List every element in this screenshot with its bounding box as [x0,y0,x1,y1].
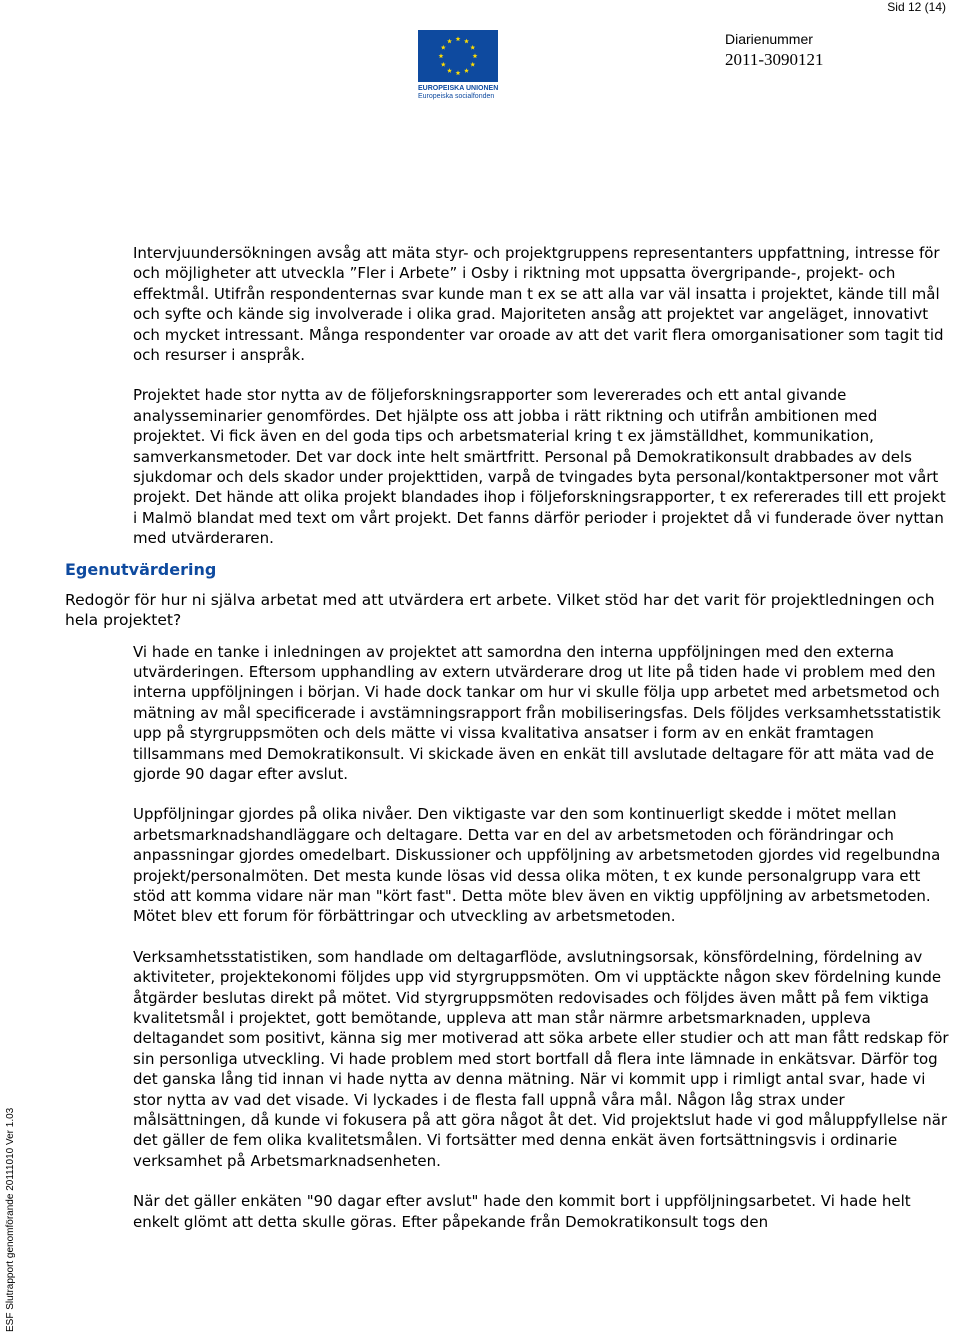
section-question: Redogör för hur ni själva arbetat med att utvärdera ert arbete. Vilket stöd har det varit för projektledningen och hela projektet? [65,590,935,630]
document-version-note: ESF Slutrapport genomförande 20111010 Ver 1.03 [5,1107,16,1332]
paragraph-interview-survey: Intervjuundersökningen avsåg att mäta styr- och projektgruppens representanters uppfattning, intresse för och möjligheter att utveckla ”Fler i Arbete” i Osby i riktning mot uppsatta övergripande-, projekt- och effektmål. Utifrån respondenternas svar kunde man t ex se att alla var väl insatta i projektet, kände till mål och syfte och kände sig involverade i olika grad. Majoriteten ansåg att projektet var angeläget, innovativt och mycket intressant. Många respondenter var oroade av att det varit flera omorganisationer som tagit tid och resurser i anspråk. [133,244,944,365]
page-number: Sid 12 (14) [887,0,946,14]
registration-number: 2011-3090121 [725,50,824,69]
answer-paragraph: När det gäller enkäten "90 dagar efter avslut" hade den kommit bort i uppföljningsarbetet. Vi hade helt enkelt glömt att detta skulle göras. Efter påpekande från Demokratikonsult togs den [133,1192,911,1231]
paragraph-follow-up-research: Projektet hade stor nytta av de följeforskningsrapporter som levererades och ett antal givande analysseminarier genomfördes. Det hjälpte oss att jobba i rätt riktning och utifrån ambitionen med projektet. Vi fick även en del goda tips och arbetsmaterial kring t ex jämställdhet, kommunikation, samverkansmetoder. Det var dock inte helt smärtfritt. Personal på Demokratikonsult drabbades av dels sjukdomar och dels skador under projekttiden, varpå de tvingades byta personal/kontaktpersoner mot vårt projekt. Det hände att olika projekt blandades ihop i följeforskningsrapporter, t ex refererades till ett projekt i Malmö blandat med text om vårt projekt. Det fanns därför perioder i projektet då vi funderade över nyttan med utvärderaren. [133,386,946,548]
registration-label: Diarienummer [725,31,813,47]
page-content [0,243,960,1232]
answer-paragraph: Verksamhetsstatistiken, som handlade om deltagarflöde, avslutningsorsak, könsfördelning, fördelning av aktiviteter, projektekonomi följdes upp vid styrgruppsmöten. Om vi upptäckte någon skev fördelning kunde åtgärder beslutas direkt på mötet. Vid styrgruppsmöten redovisades och följdes även mått på fem viktiga kvalitetsmål i projektet, gott bemötande, uppleva att man står närmre arbetsmarknaden, uppleva deltagandet som positivt, känna sig mer motiverad att söka arbete eller studier och att man fått redskap för sin personliga utveckling. Vi hade problem med stort bortfall då flera inte lämnade in enkätsvar. Därför tog det ganska lång tid innan vi hade nytta av denna mätning. När vi kommit upp i rimligt antal svar, hade vi stor nytta av vad det visade. Vi lyckades i de flesta fall uppnå våra mål. Någon låg strax under målsättningen, då kunde vi fokusera på att göra något åt det. Vid projektslut hade vi god måluppfyllelse när det gäller de fem olika kvalitetsmålen. Vi fortsätter med denna enkät även fortsättningsvis i ordinarie verksamhet på Arbetsmarknadsenheten. [133,947,949,1170]
eu-logo [418,30,498,102]
answer-paragraph: Vi hade en tanke i inledningen av projektet att samordna den interna uppföljningen med den externa utvärderingen. Eftersom upphandling av extern utvärderare drog ut lite på tiden hade vi problem med den interna uppföljningen i början. Vi hade dock tankar om hur vi skulle följa upp arbetet med arbetsmetod och mätning av mål specificerade i avstämningsrapport från mobiliseringsfas. Dels följdes verksamhetsstatistik upp på styrgruppsmöten och dels mätte vi vissa kvalitativa ansatser i form av en enkät framtagen tillsammans med Demokratikonsult. Vi skickade även en enkät till avslutade deltagare för att mäta vad de gjorde 90 dagar efter avslut. [133,642,941,783]
section-heading: Egenutvärdering [65,559,217,579]
answer-paragraph: Uppföljningar gjordes på olika nivåer. Den viktigaste var den som kontinuerligt skedde i mötet mellan arbetsmarknadshandläggare och deltagare. Detta var en del av arbetsmetoden och förändringar och anpassningar gjordes omedelbart. Diskussioner och uppföljning av arbetsmetoden gjordes vid regelbundna projekt/personalmöten. Det mesta kunde lösas vid dessa olika möten, t ex kunde personalgrupp vara ett stöd att komma vidare när man "kört fast". Detta möte blev även en viktig uppföljning av arbetsmetoden. Mötet blev ett forum för förbättringar och utveckling av arbetsmetoden. [133,805,941,926]
eu-fund-name: Europeiska socialfonden [418,93,495,100]
registration-block [725,31,824,71]
eu-flag-icon [418,30,498,82]
eu-org-name: EUROPEISKA UNIONEN [418,85,499,92]
